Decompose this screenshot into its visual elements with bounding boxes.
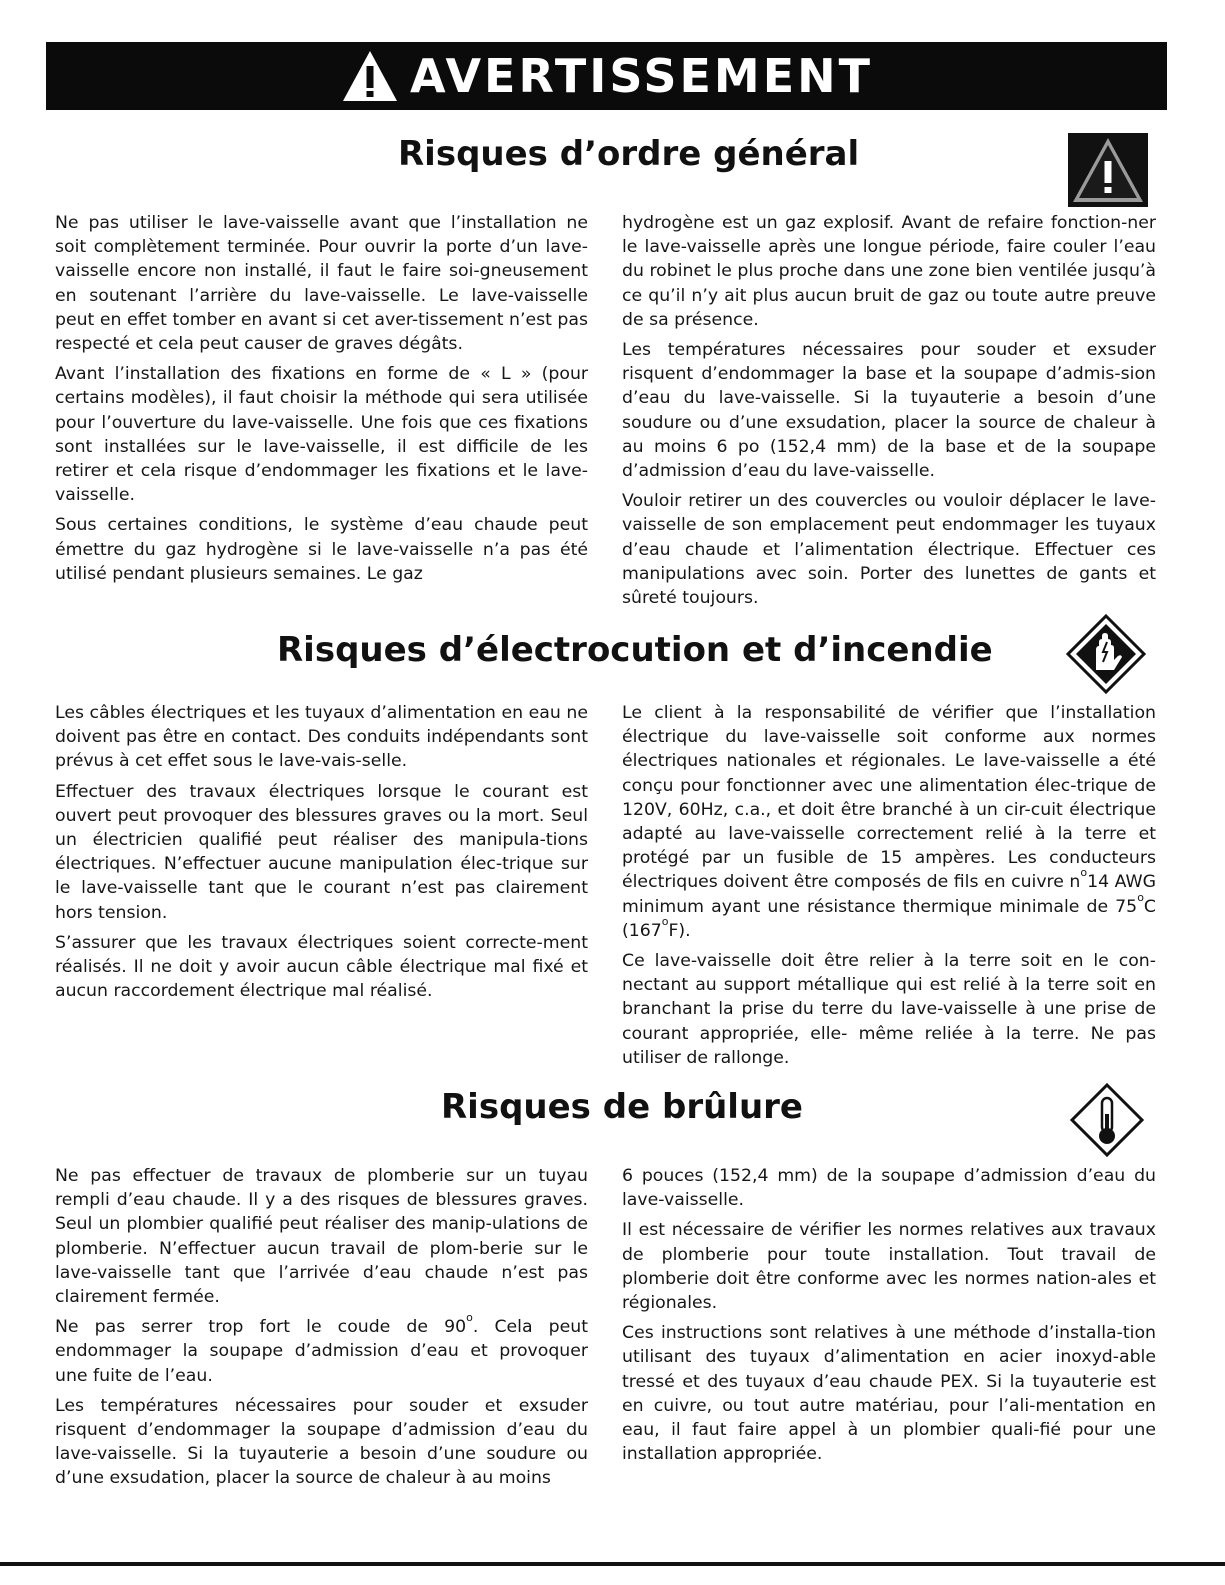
paragraph: Ces instructions sont relatives à une méthode d’installa-tion utilisant des tuyaux d’alimentation en acier inoxyd-able tressé et des tuyaux d’eau chaude PEX. Si la tuyauterie est en cuivre, ou tout autre matériau, pour l’ali-mentation en eau, il faut faire appel à un plombier quali-fié pour une installation appropriée.	[622, 1323, 1156, 1465]
paragraph: Effectuer des travaux électriques lorsque le courant est ouvert peut provoquer des blessures graves ou la mort. Seul un électricien qualifié peut réaliser des manipula-tions électriques. N’effectuer aucune manipulation élec-trique sur le lave-vaisselle tant que le courant n’est pas clairement hors tension.	[55, 781, 588, 923]
warning-sign-icon	[1068, 133, 1148, 207]
paragraph: Ce lave-vaisselle doit être relier à la terre soit en le con-nectant au support métallique qui est relié à la terre soit en branchant la prise du terre du lave-vaisselle à une prise de courant appropriée, elle- même reliée à la terre. Ne pas utiliser de rallonge.	[622, 951, 1156, 1068]
bottom-divider	[0, 1562, 1225, 1566]
paragraph: Les températures nécessaires pour souder et exsuder risquent d’endommager la base et la soupape d’admis-sion d’eau du lave-vaisselle. Si la tuyauterie a besoin d’une soudure ou d’une exsudation, placer la source de chaleur à au moins 6 po (152,4 mm) de la base et de la soupape d’admission d’eau du lave-vaisselle.	[622, 340, 1156, 482]
banner-title: AVERTISSEMENT	[409, 49, 874, 103]
paragraph: Les câbles électriques et les tuyaux d’alimentation en eau ne doivent pas être en contact. Des conduits indépendants sont prévus à cet effet sous le lave-vais-selle.	[55, 703, 588, 772]
general-left-column	[55, 211, 588, 592]
paragraph: Vouloir retirer un des couvercles ou vouloir déplacer le lave-vaisselle de son emplacement peut endommager les tuyaux d’eau chaude et l’alimentation électrique. Effectuer ces manipulations avec soin. Porter des lunettes de gants et sûreté toujours.	[622, 491, 1156, 609]
thermometer-hot-icon	[1069, 1082, 1145, 1158]
burn-left-column	[55, 1164, 588, 1497]
paragraph: S’assurer que les travaux électriques soient correcte-ment réalisés. Il ne doit y avoir aucun câble électrique mal fixé et aucun raccordement électrique mal réalisé.	[55, 932, 588, 1002]
paragraph: Ne pas effectuer de travaux de plomberie sur un tuyau rempli d’eau chaude. Il y a des risques de blessures graves. Seul un plombier qualifié peut réaliser des manip-ulations de plomberie. N’effectuer aucun travail de plom-berie sur le lave-vaisselle tant que l’arrivée d’eau chaude n’est pas clairement fermée.	[55, 1166, 588, 1308]
paragraph: Avant l’installation des fixations en forme de « L » (pour certains modèles), il faut choisir la méthode qui sera utilisée pour l’ouverture du lave-vaisselle. Une fois que ces fixations sont installées sur le lave-vaisselle, il est difficile de les retirer et cela risque d’endommager les fixations et le lave-vaisselle.	[55, 364, 588, 506]
section-title-electrical: Risques d’électrocution et d’incendie	[277, 630, 993, 670]
electric-shock-hand-icon	[1066, 614, 1146, 694]
electrical-left-column	[55, 701, 588, 1009]
burn-right-column	[622, 1164, 1156, 1472]
paragraph: Les températures nécessaires pour souder et exsuder risquent d’endommager la soupape d’admission d’eau du lave-vaisselle. Si la tuyauterie a besoin d’une soudure ou d’une exsudation, placer la source de chaleur à au moins	[55, 1395, 588, 1489]
warning-triangle-icon	[340, 48, 400, 104]
paragraph: 6 pouces (152,4 mm) de la soupape d’admission d’eau du lave-vaisselle.	[622, 1166, 1156, 1211]
paragraph: hydrogène est un gaz explosif. Avant de refaire fonction-ner le lave-vaisselle après une longue période, faire couler l’eau du robinet le plus proche dans une zone bien ventilée jusqu’à ce qu’il n’y ait plus aucun bruit de gaz ou toute autre preuve de sa présence.	[622, 213, 1156, 330]
section-title-general: Risques d’ordre général	[398, 134, 860, 174]
warning-banner	[46, 42, 1167, 110]
paragraph: Ne pas utiliser le lave-vaisselle avant que l’installation ne soit complètement terminée. Pour ouvrir la porte d’un lave-vaisselle encore non installé, il faut le faire soi-gneusement en soutenant l’arrière du lave-vaisselle. Le lave-vaisselle peut en effet tomber en avant si cet aver-tissement n’est pas respecté et cela peut causer de graves dégâts.	[55, 213, 588, 355]
section-title-burn: Risques de brûlure	[441, 1087, 803, 1127]
paragraph: Ne pas serrer trop fort le coude de 90$^o$. Cela peut endommager la soupape d’admission d’eau et provoquer une fuite de l’eau.	[55, 1311, 588, 1386]
paragraph: Sous certaines conditions, le système d’eau chaude peut émettre du gaz hydrogène si le lave-vaisselle n’a pas été utilisé pendant plusieurs semaines. Le gaz	[55, 515, 588, 584]
electrical-right-column	[622, 701, 1156, 1076]
paragraph: Il est nécessaire de vérifier les normes relatives aux travaux de plomberie pour toute installation. Tout travail de plomberie doit être conforme avec les normes nation-ales et régionales.	[622, 1220, 1156, 1314]
general-right-column	[622, 211, 1156, 616]
paragraph: Le client à la responsabilité de vérifier que l’installation électrique du lave-vaisselle soit conforme aux normes électriques nationales et régionales. Le lave-vaisselle a été conçu pour fonctionner avec une alimentation élec-trique de 120V, 60Hz, c.a., et doit être branché à un cir-cuit électrique adapté au lave-vaisselle correctement relié à la terre et protégé par un fusible de 15 ampères. Les conducteurs électriques doivent être composés de fils en cuivre $n^o14$ AWG minimum ayant une résistance thermique minimale de 75$^o$C (167$^o$F).	[622, 703, 1156, 941]
